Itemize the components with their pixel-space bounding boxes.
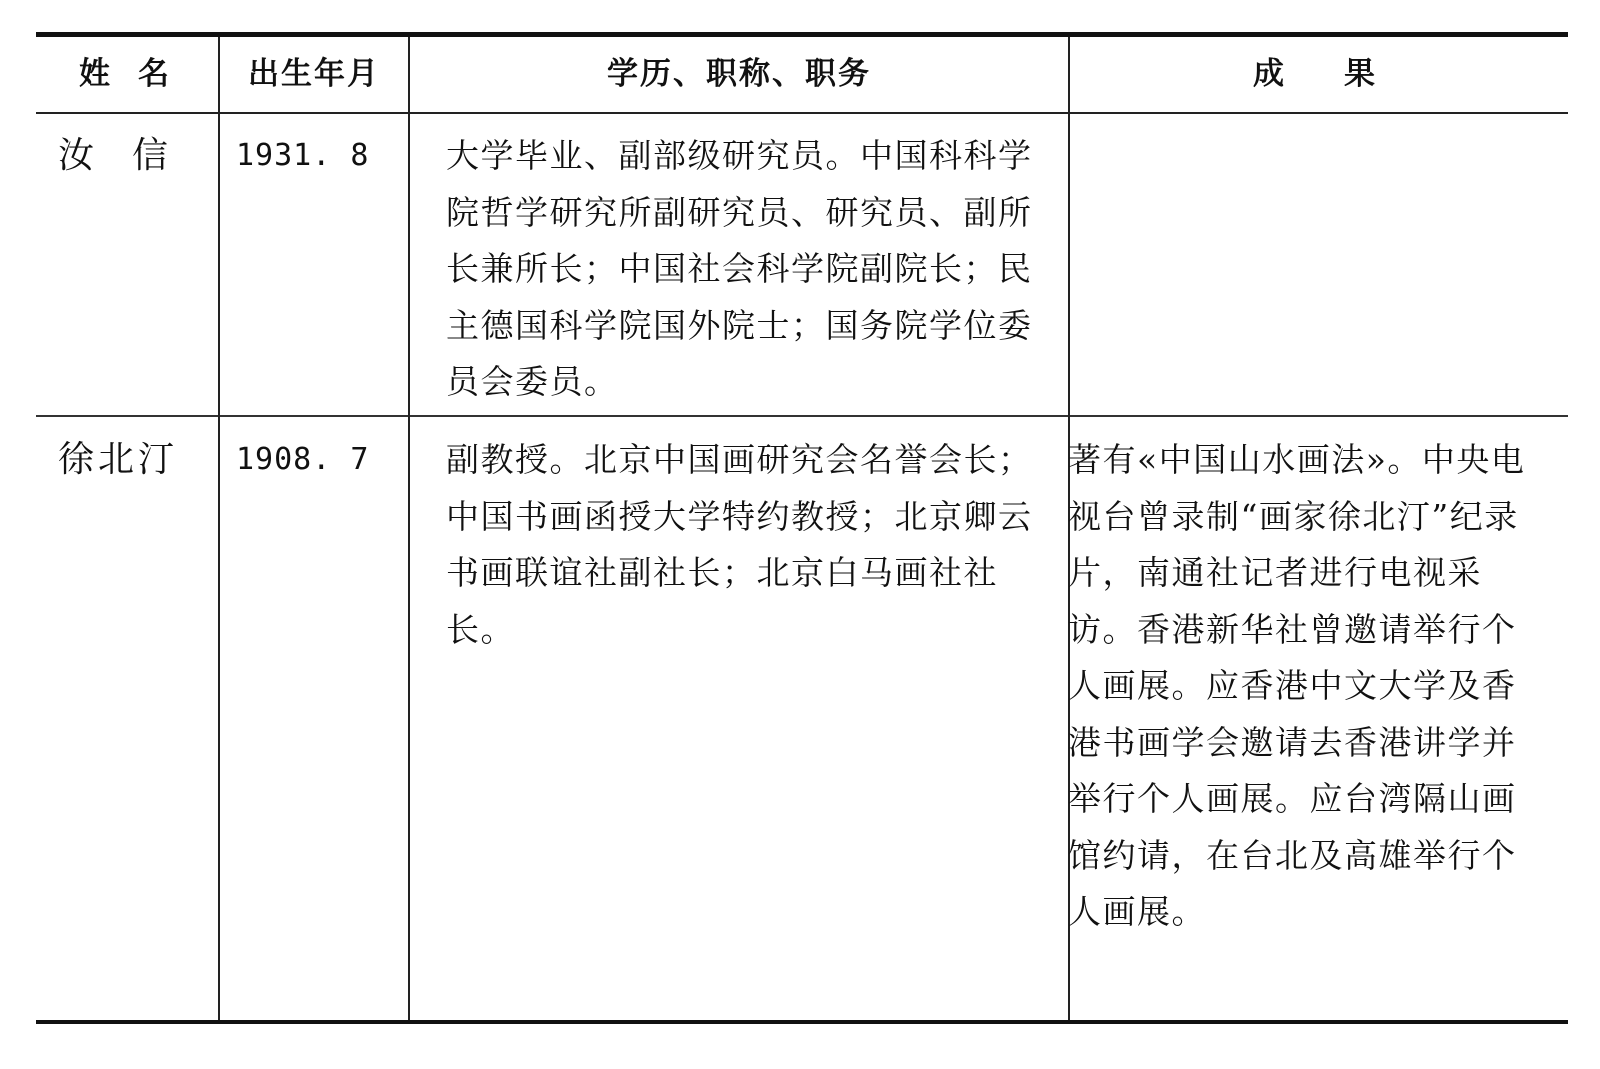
row-2-name: 徐北汀 xyxy=(58,439,179,480)
header-education-title-position: 学历、职称、职务 xyxy=(607,56,871,92)
table-top-rule xyxy=(36,32,1568,37)
header-name: 姓名 xyxy=(79,56,197,92)
biography-table xyxy=(36,32,1568,1022)
row-2-achievements: 著有«中国山水画法»。中央电视台曾录制“画家徐北汀”纪录片，南通社记者进行电视采访。香港新华社曾邀请举行个人画展。应香港中文大学及香港书画学会邀请去香港讲学并举行个人画展。应台湾隔山画馆约请，在台北及高雄举行个人画展。 xyxy=(1068,440,1526,931)
column-divider xyxy=(408,37,410,1020)
row-2-birth-date: 1908. 7 xyxy=(236,442,370,477)
header-birth-date: 出生年月 xyxy=(248,56,380,92)
row-divider-rule xyxy=(36,415,1568,417)
column-divider xyxy=(218,37,220,1020)
row-1-education: 大学毕业、副部级研究员。中国科科学院哲学研究所副研究员、研究员、副所长兼所长；中国社会科学院副院长；民主德国科学院国外院士；国务院学位委员会委员。 xyxy=(446,136,1033,401)
header-rule xyxy=(36,112,1568,114)
row-1-name: 汝信 xyxy=(58,135,207,176)
table-bottom-rule xyxy=(36,1020,1568,1024)
row-2-education: 副教授。北京中国画研究会名誉会长；中国书画函授大学特约教授；北京卿云书画联谊社副社长；北京白马画社社长。 xyxy=(446,440,1033,649)
header-achievements: 成果 xyxy=(1253,56,1435,92)
row-1-birth-date: 1931. 8 xyxy=(236,138,370,173)
